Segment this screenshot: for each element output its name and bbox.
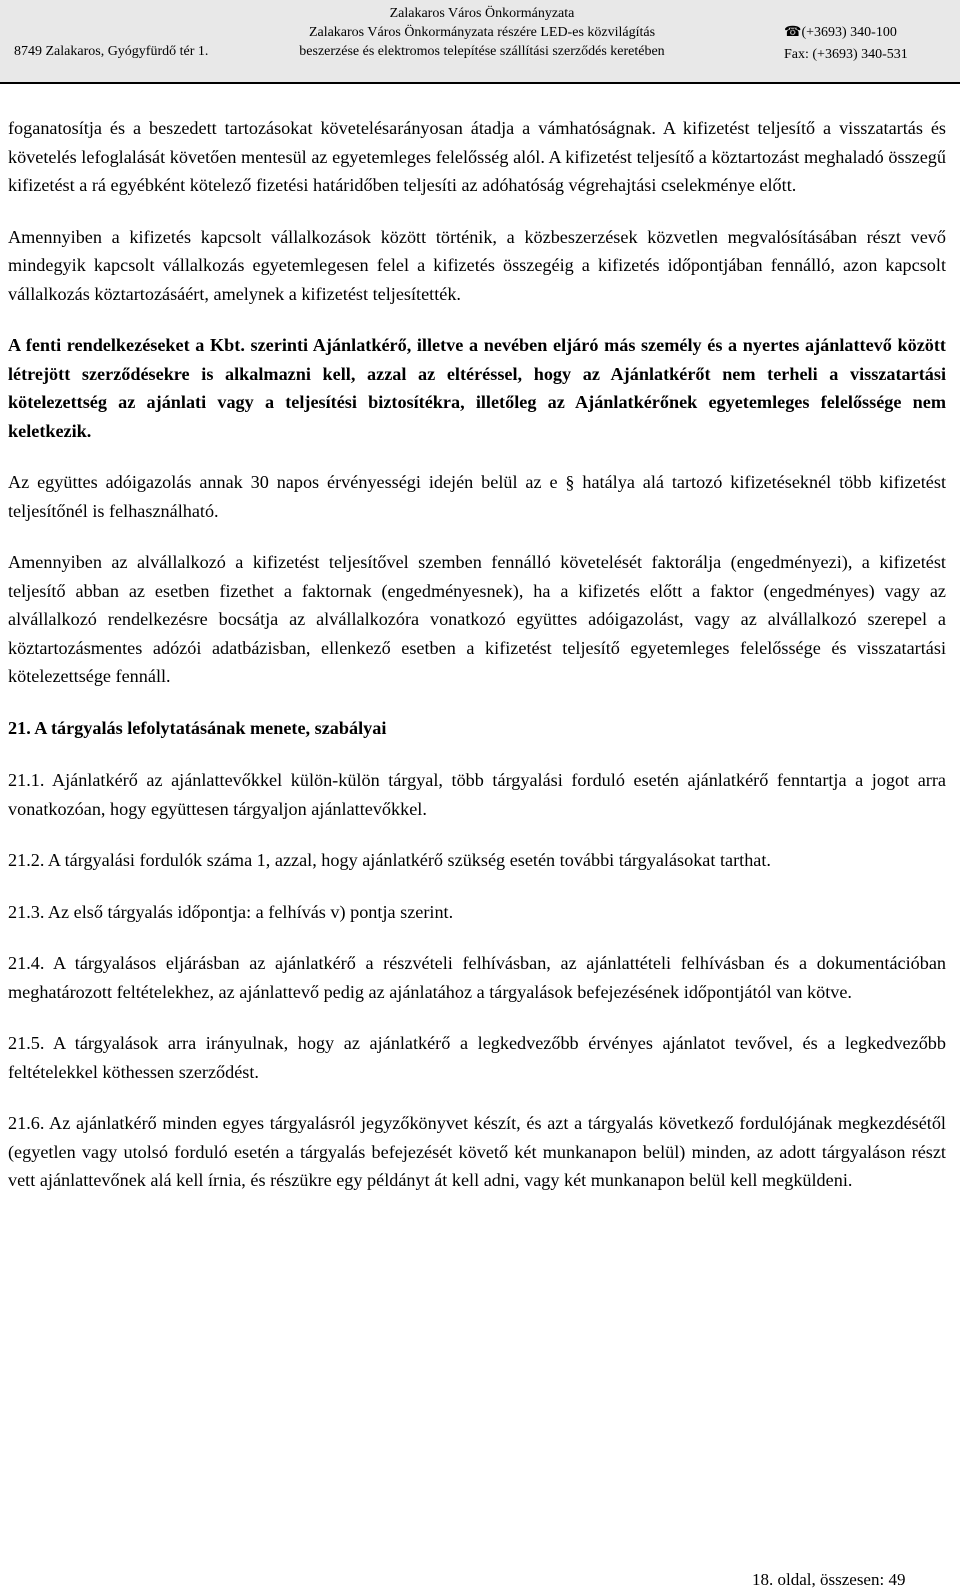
page-footer: 18. oldal, összesen: 49	[752, 1570, 906, 1589]
header-phone	[784, 22, 908, 44]
header-org: Zalakaros Város Önkormányzata	[389, 6, 575, 21]
paragraph-21-6: 21.6. Az ajánlatkérő minden egyes tárgyalásról jegyzőkönyvet készít, és azt a tárgyalás következő fordulójának megkezdésétől (egyetlen vagy utolsó forduló esetén a tárgyalás befejezését követő két munkanapon belül) minden, az adott tárgyaláson részt vett ajánlattevőnek alá kell írnia, és részükre egy példányt át kell adni, vagy két munkanapon belül kell megküldeni.	[8, 1113, 946, 1190]
paragraph-21-5: 21.5. A tárgyalások arra irányulnak, hogy az ajánlatkérő a legkedvezőbb érvényes ajánlatot tevővel, és a legkedvezőbb feltételekkel köthessen szerződést.	[8, 1033, 946, 1082]
paragraph-continuation: foganatosítja és a beszedett tartozásokat követelésarányosan átadja a vámhatóságnak. A kifizetést teljesítő a visszatartás és követelés lefoglalását követően mentesül az egyetemleges felelősség alól. A kifizetést teljesítő a köztartozást meghaladó összegű kifizetést a rá egyébként kötelező fizetési határidőben teljesíti az adóhatóság végrehajtási cselekménye előtt.	[8, 118, 946, 195]
header-address: 8749 Zalakaros, Gyógyfürdő tér 1.	[14, 44, 209, 59]
paragraph-tax-certificate: Az együttes adóigazolás annak 30 napos érvényességi idején belül az e § hatálya alá tartozó kifizetéseknél több kifizetést teljesítőnél is felhasználható.	[8, 472, 946, 521]
header-phone-number: (+3693) 340-100	[801, 25, 897, 40]
paragraph-21-2: 21.2. A tárgyalási fordulók száma 1, azzal, hogy ajánlatkérő szükség esetén további tárgyalásokat tarthat.	[8, 850, 771, 870]
page-header	[0, 0, 960, 84]
document-body	[8, 114, 946, 1218]
header-fax: Fax: (+3693) 340-531	[784, 47, 908, 62]
paragraph-21-4: 21.4. A tárgyalásos eljárásban az ajánlatkérő a részvételi felhívásban, az ajánlattételi felhívásban és a dokumentációban meghatározott feltételekhez, az ajánlattevő pedig az ajánlatához a tárgyalások befejezésének időpontjától van kötve.	[8, 953, 946, 1002]
paragraph-factoring: Amennyiben az alvállalkozó a kifizetést teljesítővel szemben fennálló követelését faktorálja (engedményezi), a kifizetést teljesítő abban az esetben fizethet a faktornak (engedményesnek), ha a kifizetés előtt a faktor (engedményes) vagy az alvállalkozó rendelkezésre bocsátja az alvállalkozóra vonatkozó együttes adóigazolást, vagy az alvállalkozó szerepel a köztartozásmentes adózói adatbázisban, ellenkező esetben a kifizetést teljesítő egyetemleges felelőssége és visszatartási kötelezettsége fennáll.	[8, 552, 946, 686]
header-contact	[784, 22, 908, 66]
paragraph-21-3: 21.3. Az első tárgyalás időpontja: a felhívás v) pontja szerint.	[8, 901, 454, 922]
phone-icon: ☎	[784, 25, 802, 40]
paragraph-related-companies: Amennyiben a kifizetés kapcsolt vállalkozások között történik, a közbeszerzések közvetlen megvalósításában részt vevő mindegyik kapcsolt vállalkozás egyetemlegesen felel a kifizetés összegéig a kifizetés időpontjában fennálló, azon kapcsolt vállalkozás köztartozásáért, amelynek a kifizetést teljesítették.	[8, 226, 946, 304]
header-center	[262, 4, 702, 61]
section-heading: 21. A tárgyalás lefolytatásának menete, szabályai	[8, 717, 387, 738]
header-title-line2: beszerzése és elektromos telepítése szállítási szerződés keretében	[299, 44, 665, 59]
paragraph-kbt-provisions: A fenti rendelkezéseket a Kbt. szerinti Ajánlatkérő, illetve a nevében eljáró más személy és a nyertes ajánlattevő között létrejött szerződésekre is alkalmazni kell, azzal az eltéréssel, hogy az Ajánlatkérőt nem terheli a visszatartási kötelezettség az ajánlati vagy a teljesítési biztosítékra, illetőleg az Ajánlatkérőnek egyetemleges felelőssége nem keletkezik.	[8, 335, 946, 441]
header-title-line1: Zalakaros Város Önkormányzata részére LED-es közvilágítás	[308, 25, 656, 40]
paragraph-21-1: 21.1. Ajánlatkérő az ajánlattevőkkel külön-külön tárgyal, több tárgyalási forduló esetén ajánlatkérő fenntartja a jogot arra vonatkozóan, hogy együttesen tárgyaljon ajánlattevőkkel.	[8, 770, 946, 819]
